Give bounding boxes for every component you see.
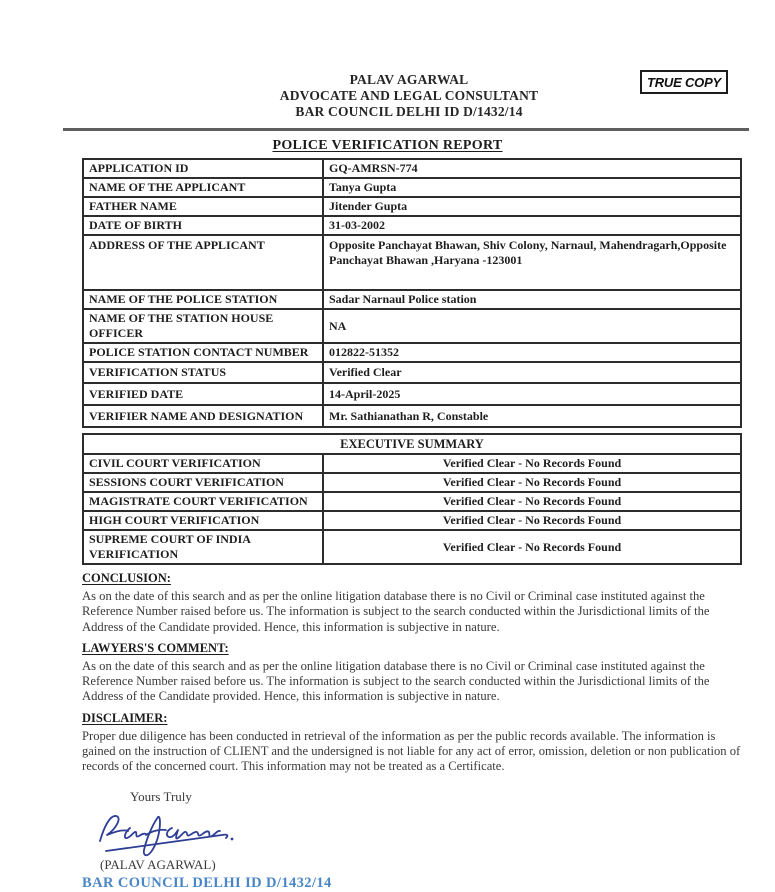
bar-council-id: BAR COUNCIL DELHI ID D/1432/14 (82, 874, 332, 891)
field-value: Verified Clear - No Records Found (323, 530, 741, 564)
field-label: SUPREME COURT OF INDIA VERIFICATION (83, 530, 323, 564)
signer-name: (PALAV AGARWAL) (100, 856, 216, 872)
field-value: Mr. Sathianathan R, Constable (323, 405, 741, 427)
table-row (83, 434, 741, 454)
table-row (83, 197, 741, 216)
field-label: VERIFIED DATE (83, 383, 323, 405)
field-label: ADDRESS OF THE APPLICANT (83, 235, 323, 290)
table-row (83, 178, 741, 197)
letterhead (63, 0, 755, 120)
field-label: DATE OF BIRTH (83, 216, 323, 235)
field-value: 012822-51352 (323, 343, 741, 362)
section-body: Proper due diligence has been conducted in retrieval of the information as per the public records available. The information is gained on the instruction of CLIENT and the undersigned is not liable for any act of error, omission, deletion or non publication of records of the concerned court. This information may not be treated as a Certificate. (82, 728, 741, 774)
field-value: Verified Clear (323, 362, 741, 383)
report-table (82, 158, 742, 428)
true-copy-stamp: TRUE COPY (640, 70, 728, 94)
field-label: NAME OF THE APPLICANT (83, 178, 323, 197)
section-heading: DISCLAIMER: (82, 710, 168, 725)
section-lawyers-comment (82, 641, 750, 705)
field-label: CIVIL COURT VERIFICATION (83, 454, 323, 473)
field-label: MAGISTRATE COURT VERIFICATION (83, 492, 323, 511)
letterhead-role: ADVOCATE AND LEGAL CONSULTANT (279, 88, 539, 103)
table-row (83, 309, 741, 343)
field-label: HIGH COURT VERIFICATION (83, 511, 323, 530)
table-row (83, 511, 741, 530)
letterhead-bar-id: BAR COUNCIL DELHI ID D/1432/14 (295, 104, 523, 119)
field-value: Opposite Panchayat Bhawan, Shiv Colony, Narnaul, Mahendragarh,Opposite Panchayat Bhawan ,Haryana -123001 (323, 235, 741, 290)
table-row (83, 383, 741, 405)
table-row (83, 343, 741, 362)
field-label: NAME OF THE POLICE STATION (83, 290, 323, 309)
executive-summary-title: EXECUTIVE SUMMARY (83, 434, 741, 454)
field-label: VERIFICATION STATUS (83, 362, 323, 383)
letterhead-name: PALAV AGARWAL (349, 72, 469, 87)
field-value: Sadar Narnaul Police station (323, 290, 741, 309)
section-heading: CONCLUSION: (82, 571, 171, 585)
field-label: POLICE STATION CONTACT NUMBER (83, 343, 323, 362)
section-conclusion (82, 571, 750, 635)
field-value: Verified Clear - No Records Found (323, 454, 741, 473)
table-row (83, 159, 741, 178)
table-row (83, 362, 741, 383)
field-label: NAME OF THE STATION HOUSE OFFICER (83, 309, 323, 343)
signature-image (92, 807, 775, 859)
section-heading: LAWYERS'S COMMENT: (82, 640, 229, 655)
table-row (83, 530, 741, 564)
table-row (83, 405, 741, 427)
section-body: As on the date of this search and as per the online litigation database there is no Civil or Criminal case instituted against the Reference Number raised before us. The information is subject to the search conducted within the Jurisdictional limits of the Address of the Candidate provided. Hence, this information is subjective in nature. (82, 658, 710, 704)
field-value: Verified Clear - No Records Found (323, 473, 741, 492)
closing-text: Yours Truly (130, 788, 192, 804)
field-value: Jitender Gupta (323, 197, 741, 216)
field-label: SESSIONS COURT VERIFICATION (83, 473, 323, 492)
section-body: As on the date of this search and as per the online litigation database there is no Civil or Criminal case instituted against the Reference Number raised before us. The information is subject to the search conducted within the Jurisdictional limits of the Address of the Candidate provided. Hence, this information is subjective in nature. (82, 589, 710, 634)
field-value: NA (323, 309, 741, 343)
field-value: Verified Clear - No Records Found (323, 511, 741, 530)
field-value: Tanya Gupta (323, 178, 741, 197)
field-value: 14-April-2025 (323, 383, 741, 405)
field-value: 31-03-2002 (323, 216, 741, 235)
table-row (83, 473, 741, 492)
field-label: VERIFIER NAME AND DESIGNATION (83, 405, 323, 427)
executive-summary-table (82, 433, 742, 565)
table-row (83, 216, 741, 235)
table-row (83, 235, 741, 290)
header-divider (63, 128, 749, 131)
section-disclaimer (82, 711, 750, 775)
report-title: POLICE VERIFICATION REPORT (272, 138, 503, 153)
table-row (83, 492, 741, 511)
field-value: Verified Clear - No Records Found (323, 492, 741, 511)
field-value: GQ-AMRSN-774 (323, 159, 741, 178)
field-label: APPLICATION ID (83, 159, 323, 178)
table-row (83, 454, 741, 473)
field-label: FATHER NAME (83, 197, 323, 216)
table-row (83, 290, 741, 309)
